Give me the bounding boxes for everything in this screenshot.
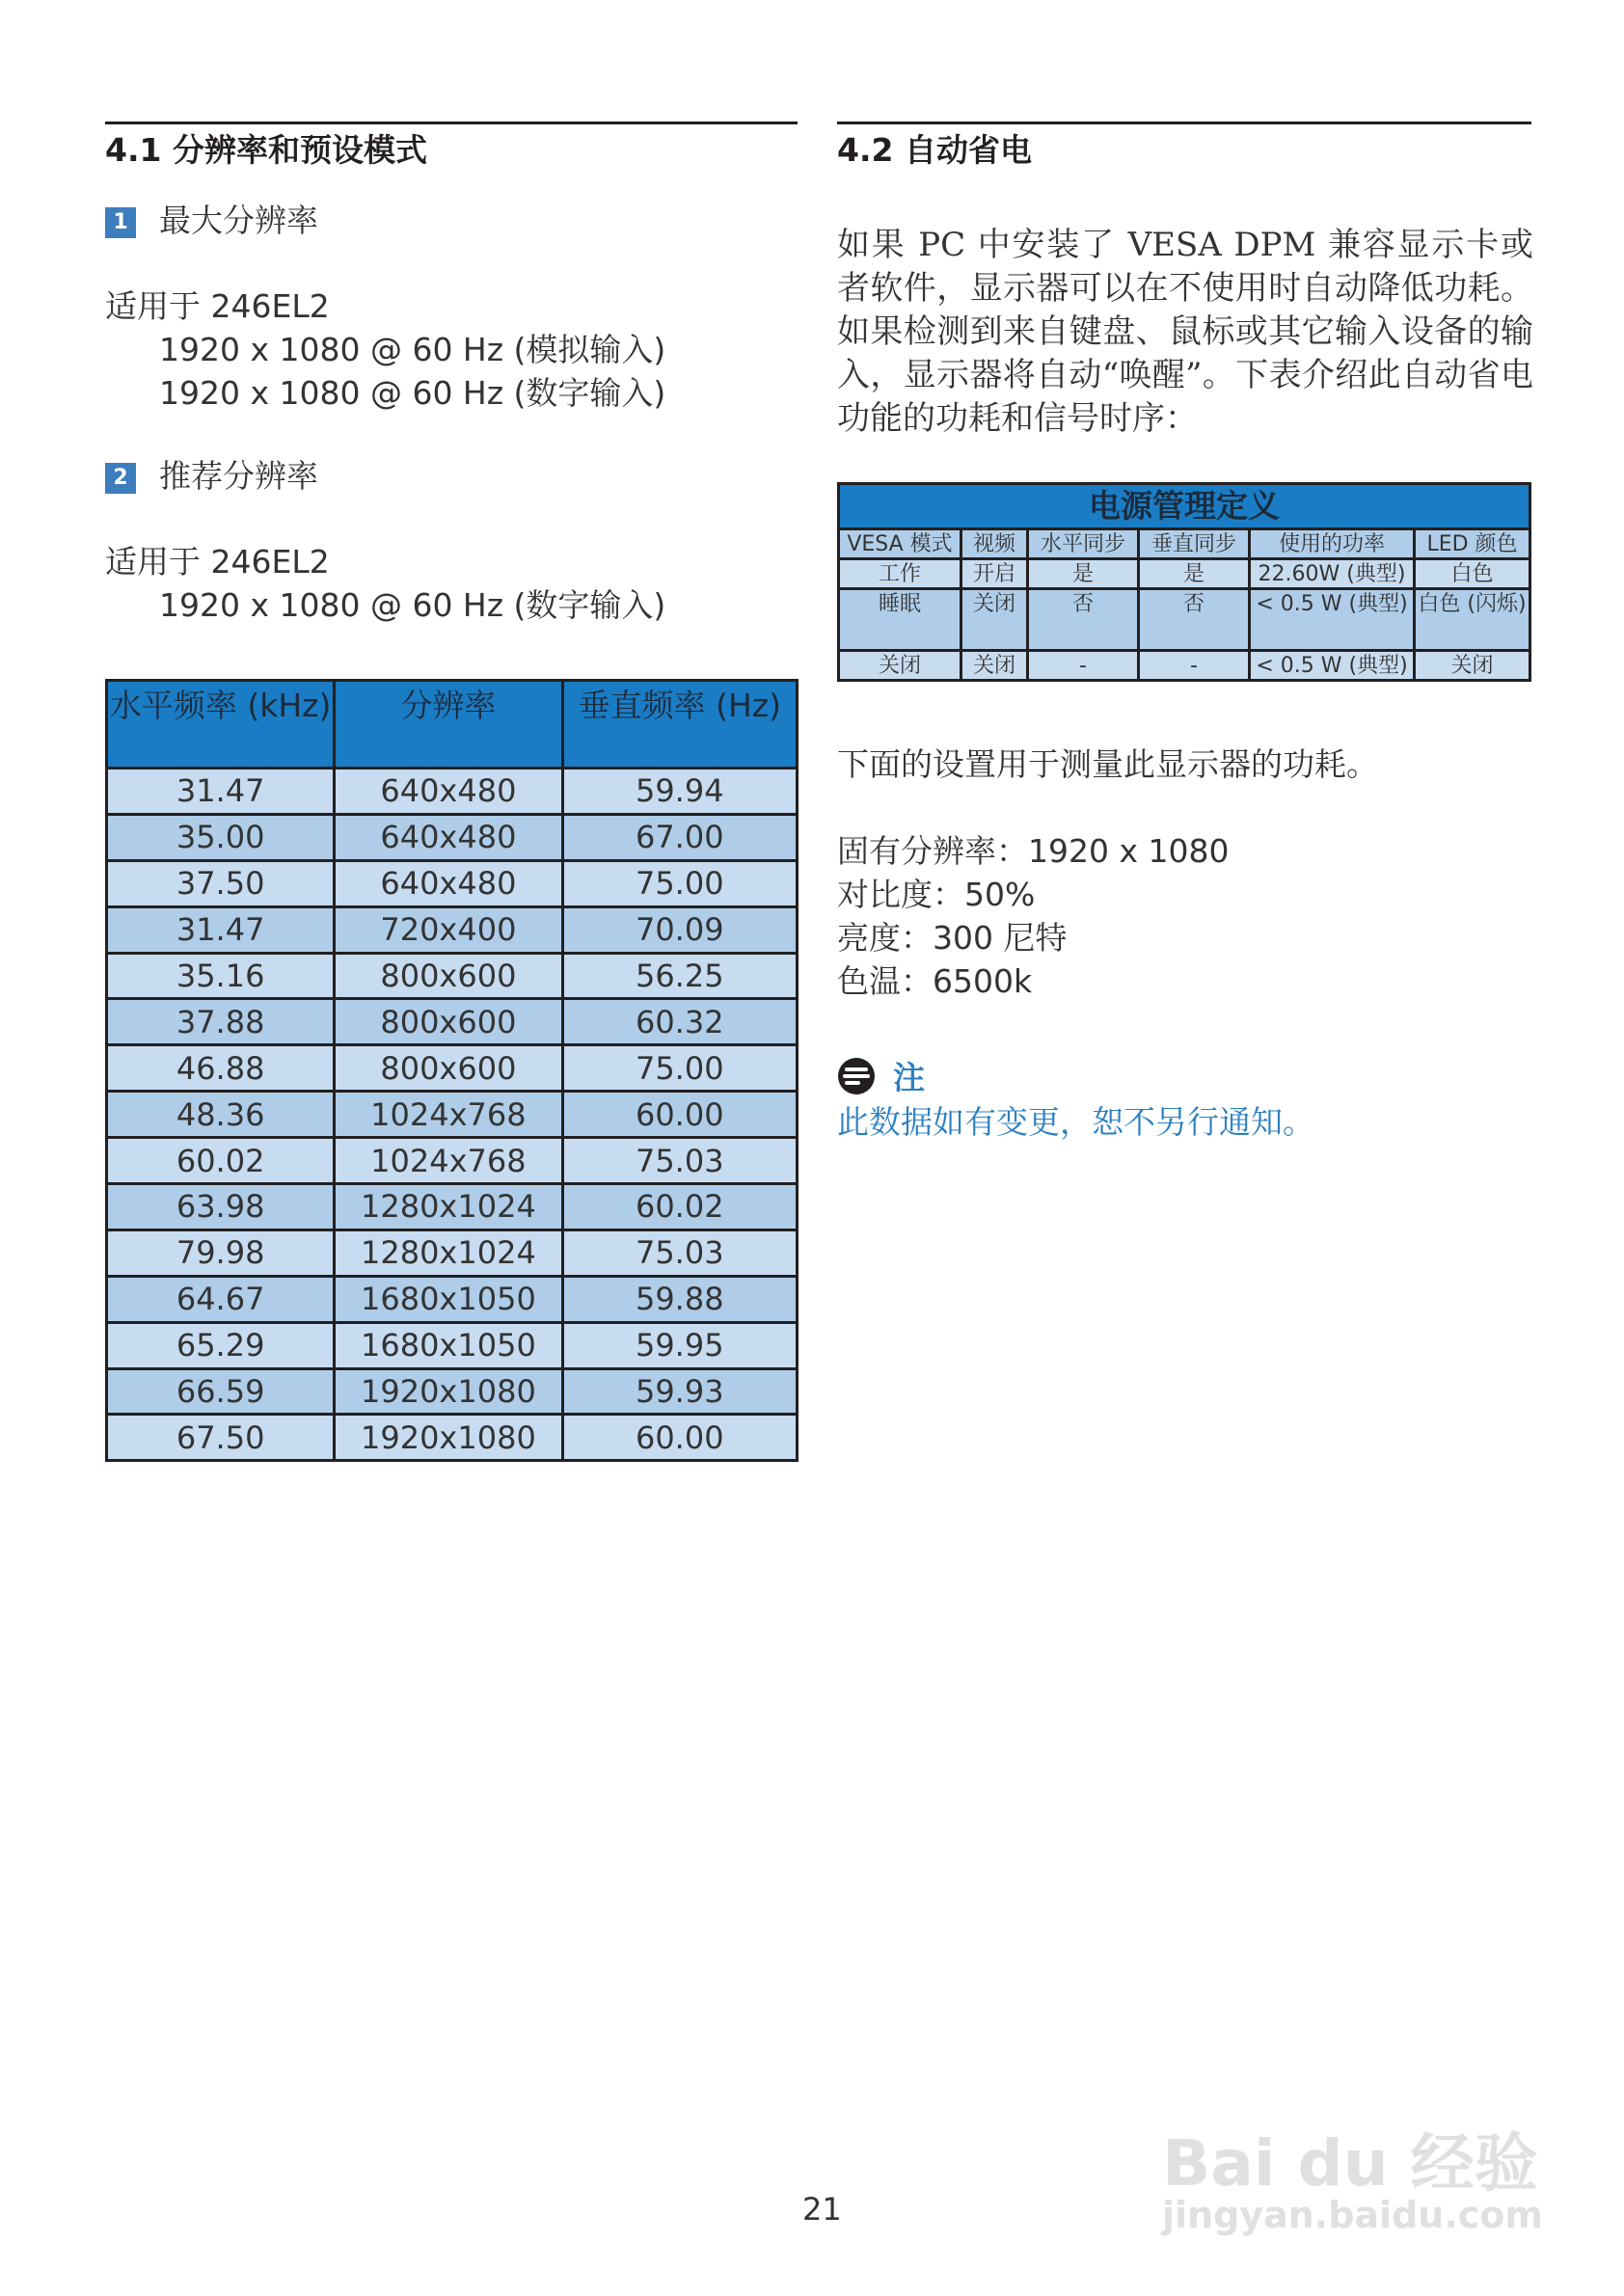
table-cell: 64.67 (107, 1276, 335, 1322)
left-heading-rule (105, 122, 798, 124)
table-cell: 白色 (1415, 559, 1530, 589)
table-cell: 75.00 (562, 1045, 797, 1092)
subsection-title: 推荐分辨率 (159, 457, 318, 495)
table-row (107, 1229, 798, 1276)
table-cell: 工作 (839, 559, 961, 589)
table-cell: 60.02 (107, 1138, 335, 1184)
watermark-brand: Bai du 经验 (1162, 2126, 1538, 2201)
table-cell: 640x480 (335, 769, 562, 815)
table-cell: 75.00 (562, 860, 797, 906)
table-cell: 67.00 (562, 814, 797, 860)
table-cell: 37.50 (107, 860, 335, 906)
table-cell: - (1139, 651, 1250, 681)
table-cell: 640x480 (335, 860, 562, 906)
column-header: 水平频率 (kHz) (107, 681, 335, 769)
table-cell: 720x400 (335, 906, 562, 953)
table-cell: 是 (1139, 559, 1250, 589)
note-label: 注 (893, 1059, 925, 1096)
table-row (107, 906, 798, 953)
power-table-row (839, 651, 1530, 681)
section-heading-4-1: 4.1 分辨率和预设模式 (105, 131, 427, 169)
table-cell: 1024x768 (335, 1138, 562, 1184)
column-header: 水平同步 (1028, 529, 1139, 559)
applies-to-text: 适用于 246EL2 (105, 543, 330, 581)
table-cell: 48.36 (107, 1092, 335, 1138)
note-icon (837, 1057, 876, 1095)
note-text: 此数据如有变更，恕不另行通知。 (837, 1103, 1314, 1141)
table-cell: 1280x1024 (335, 1184, 562, 1230)
table-cell: 60.00 (562, 1092, 797, 1138)
table-cell: 79.98 (107, 1229, 335, 1276)
setting-line: 色温：6500k (837, 962, 1033, 1000)
subsection-title: 最大分辨率 (159, 202, 318, 239)
table-row (107, 769, 798, 815)
measurement-intro: 下面的设置用于测量此显示器的功耗。 (837, 745, 1378, 783)
table-cell: 1920x1080 (335, 1415, 562, 1461)
table-cell: 75.03 (562, 1229, 797, 1276)
table-cell: 1680x1050 (335, 1276, 562, 1322)
table-cell: 关闭 (961, 589, 1028, 651)
table-cell: 59.94 (562, 769, 797, 815)
note-header (837, 1053, 925, 1098)
table-row (107, 1184, 798, 1230)
table-cell: - (1028, 651, 1139, 681)
column-header: LED 颜色 (1415, 529, 1530, 559)
table-cell: 否 (1028, 589, 1139, 651)
table-cell: 白色 (闪烁) (1415, 589, 1530, 651)
table-cell: 1280x1024 (335, 1229, 562, 1276)
table-cell: 800x600 (335, 999, 562, 1045)
column-header: 使用的功率 (1250, 529, 1415, 559)
table-cell: 是 (1028, 559, 1139, 589)
table-cell: 关闭 (839, 651, 961, 681)
power-table-row (839, 589, 1530, 651)
table-cell: 1680x1050 (335, 1322, 562, 1368)
column-header: 垂直频率 (Hz) (562, 681, 797, 769)
resolution-line: 1920 x 1080 @ 60 Hz (数字输入) (159, 374, 666, 412)
table-cell: 否 (1139, 589, 1250, 651)
right-heading-rule (837, 122, 1531, 124)
setting-line: 对比度：50% (837, 876, 1036, 913)
resolution-table (105, 679, 798, 1462)
table-cell: 800x600 (335, 953, 562, 999)
table-cell: 70.09 (562, 906, 797, 953)
table-row (107, 1276, 798, 1322)
table-row (107, 1045, 798, 1092)
table-cell: 60.00 (562, 1415, 797, 1461)
table-cell: 65.29 (107, 1322, 335, 1368)
table-row (107, 1092, 798, 1138)
table-cell: 67.50 (107, 1415, 335, 1461)
section-number-badge: 2 (105, 463, 136, 494)
table-cell: 63.98 (107, 1184, 335, 1230)
table-cell: 640x480 (335, 814, 562, 860)
table-row (107, 1415, 798, 1461)
table-cell: 59.95 (562, 1322, 797, 1368)
column-header: 视频 (961, 529, 1028, 559)
table-cell: 66.59 (107, 1368, 335, 1415)
table-cell: < 0.5 W (典型) (1250, 651, 1415, 681)
table-row (107, 1138, 798, 1184)
applies-to-text: 适用于 246EL2 (105, 287, 330, 325)
table-row (107, 953, 798, 999)
table-cell: 35.16 (107, 953, 335, 999)
column-header: 分辨率 (335, 681, 562, 769)
table-cell: 56.25 (562, 953, 797, 999)
table-cell: 59.93 (562, 1368, 797, 1415)
subsection-recommended-resolution (105, 454, 318, 498)
table-cell: 31.47 (107, 769, 335, 815)
table-cell: 35.00 (107, 814, 335, 860)
table-cell: 睡眠 (839, 589, 961, 651)
column-header: VESA 模式 (839, 529, 961, 559)
table-cell: 关闭 (1415, 651, 1530, 681)
table-row (107, 860, 798, 906)
table-cell: < 0.5 W (典型) (1250, 589, 1415, 651)
power-management-table (837, 482, 1531, 682)
table-row (107, 1322, 798, 1368)
power-table-title: 电源管理定义 (839, 484, 1530, 529)
power-table-row (839, 559, 1530, 589)
table-cell: 75.03 (562, 1138, 797, 1184)
table-cell: 37.88 (107, 999, 335, 1045)
section-number-badge: 1 (105, 207, 136, 238)
column-header: 垂直同步 (1139, 529, 1250, 559)
resolution-line: 1920 x 1080 @ 60 Hz (数字输入) (159, 586, 666, 624)
table-cell: 1024x768 (335, 1092, 562, 1138)
resolution-line: 1920 x 1080 @ 60 Hz (模拟输入) (159, 331, 666, 368)
table-cell: 800x600 (335, 1045, 562, 1092)
table-row (107, 814, 798, 860)
table-row (107, 1368, 798, 1415)
table-cell: 22.60W (典型) (1250, 559, 1415, 589)
table-cell: 60.02 (562, 1184, 797, 1230)
power-saving-paragraph: 如果 PC 中安装了 VESA DPM 兼容显示卡或者软件，显示器可以在不使用时自动降低功耗。如果检测到来自键盘、鼠标或其它输入设备的输入，显示器将自动“唤醒”。下表介绍此自动省电功能的功耗和信号时序： (837, 226, 1533, 438)
table-cell: 46.88 (107, 1045, 335, 1092)
subsection-max-resolution (105, 199, 318, 242)
setting-line: 亮度：300 尼特 (837, 919, 1068, 957)
table-cell: 1920x1080 (335, 1368, 562, 1415)
page-number: 21 (802, 2191, 842, 2228)
setting-line: 固有分辨率：1920 x 1080 (837, 832, 1230, 870)
table-cell: 60.32 (562, 999, 797, 1045)
section-heading-4-2: 4.2 自动省电 (837, 131, 1032, 169)
table-cell: 59.88 (562, 1276, 797, 1322)
table-row (107, 999, 798, 1045)
watermark-url: jingyan.baidu.com (1162, 2194, 1543, 2236)
table-cell: 开启 (961, 559, 1028, 589)
table-cell: 31.47 (107, 906, 335, 953)
table-cell: 关闭 (961, 651, 1028, 681)
